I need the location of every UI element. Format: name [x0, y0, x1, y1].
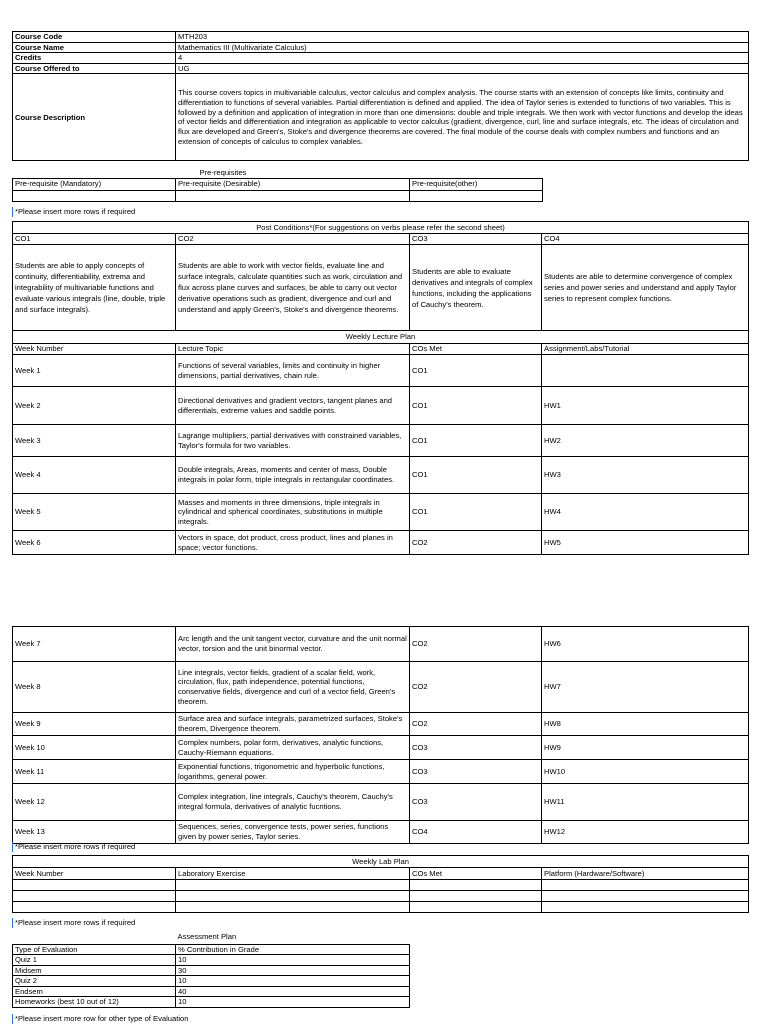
co-cell: CO2: [410, 531, 542, 555]
table-row: [13, 355, 749, 387]
topic-cell: Masses and moments in three dimensions, triple integrals in cylindrical and spherical coordinates, substitutions in multiple integrals.: [176, 494, 410, 531]
lab-header-platform: Platform (Hardware/Software): [542, 868, 749, 880]
lecture-header-week: Week Number: [13, 344, 176, 355]
assessment-header-type: Type of Evaluation: [13, 944, 176, 955]
table-row: [13, 387, 749, 425]
hw-cell: HW2: [542, 425, 749, 457]
table-row: [13, 736, 749, 760]
table-row: [13, 902, 749, 913]
lab-plan-title: Weekly Lab Plan: [13, 856, 749, 868]
table-row: [13, 821, 749, 844]
table-row: [13, 880, 749, 891]
co-cell: CO2: [410, 662, 542, 713]
table-row: [13, 760, 749, 784]
co4-text: Students are able to determine convergence of complex series and power series and understand and apply Taylor series to represent complex functions.: [542, 245, 749, 331]
table-row: [13, 986, 410, 997]
insert-note-1: *Please insert more rows if required: [12, 207, 135, 217]
table-row: [13, 425, 749, 457]
co2-text: Students are able to work with vector fields, evaluate line and surface integrals, calculate quantities such as work, circulation and flux across plane curves and surfaces, be able to carry out vector derivative operations such as gradient, divergence and curl and understand and apply Green's, Stoke's and divergence theorems.: [176, 245, 410, 331]
lecture-header-assignment: Assignment/Labs/Tutorial: [542, 344, 749, 355]
description-text: This course covers topics in multivariable calculus, vector calculus and complex analysis. The course starts with an extension of concepts like limits, continuity and differentiation to functions of several variables. Partial differentiation is defined and applied. The idea of Taylor series is extended to functions of two variables. This is followed by a definition and application of integration in more than one dimensions: double and triple integrals. We then work with vector functions and develop the ideas of vector fields and differentiation and integration as applicable to vector calculus (gradient, divergence, curl, line and surface integrals, etc. The ideas of circulation and flux are developed and Green's, Stoke's and divergence theorems are covered. The final module of the course deals with complex numbers and functions and an extension of concepts of calculus to complex variables.: [176, 74, 749, 161]
lecture-plan-continued: [12, 626, 749, 844]
week-cell: Week 2: [13, 387, 176, 425]
credits-label: Credits: [13, 53, 176, 64]
topic-cell: Complex numbers, polar form, derivatives, analytic functions, Cauchy-Riemann equations.: [176, 736, 410, 760]
assessment-title: Assessment Plan: [177, 932, 237, 942]
hw-cell: HW6: [542, 627, 749, 662]
table-row: [13, 997, 410, 1008]
insert-note-2: *Please insert more rows if required: [12, 842, 135, 852]
co-cell: CO1: [410, 494, 542, 531]
table-row: [13, 955, 410, 966]
topic-cell: Double integrals, Areas, moments and center of mass, Double integrals in polar form, triple integrals in rectangular coordinates.: [176, 457, 410, 494]
hw-cell: HW3: [542, 457, 749, 494]
co-cell: CO2: [410, 713, 542, 736]
co-cell: CO4: [410, 821, 542, 844]
topic-cell: Vectors in space, dot product, cross product, lines and planes in space; vector functions.: [176, 531, 410, 555]
co1-text: Students are able to apply concepts of continuity, differentiability, extrema and integrability of multivariable functions and evaluate various integrals (line, double, triple and surface integrals).: [13, 245, 176, 331]
co1-header: CO1: [13, 234, 176, 245]
week-cell: Week 10: [13, 736, 176, 760]
co-cell: CO3: [410, 760, 542, 784]
table-row: [13, 494, 749, 531]
week-cell: Week 8: [13, 662, 176, 713]
prereq-desirable: Pre-requisite (Desirable): [176, 178, 410, 190]
offered-label: Course Offered to: [13, 63, 176, 74]
eval-type: Midsem: [13, 965, 176, 976]
eval-pct: 10: [176, 955, 410, 966]
eval-type: Quiz 2: [13, 976, 176, 987]
hw-cell: HW7: [542, 662, 749, 713]
post-conditions-title: Post Conditions*(For suggestions on verbs please refer the second sheet): [13, 222, 749, 234]
week-cell: Week 1: [13, 355, 176, 387]
hw-cell: HW4: [542, 494, 749, 531]
table-row: [13, 662, 749, 713]
eval-pct: 30: [176, 965, 410, 976]
table-row: [13, 976, 410, 987]
week-cell: Week 7: [13, 627, 176, 662]
hw-cell: HW1: [542, 387, 749, 425]
co2-header: CO2: [176, 234, 410, 245]
lab-header-exercise: Laboratory Exercise: [176, 868, 410, 880]
lab-plan-table: [12, 855, 749, 913]
prereq-table: [12, 168, 543, 202]
week-cell: Week 3: [13, 425, 176, 457]
hw-cell: HW5: [542, 531, 749, 555]
table-row: [13, 891, 749, 902]
topic-cell: Arc length and the unit tangent vector, curvature and the unit normal vector, torsion and the unit binormal vector.: [176, 627, 410, 662]
hw-cell: HW11: [542, 784, 749, 821]
topic-cell: Directional derivatives and gradient vectors, tangent planes and differentials, extreme values and saddle points.: [176, 387, 410, 425]
prereq-mandatory: Pre-requisite (Mandatory): [13, 178, 176, 190]
co-cell: CO1: [410, 387, 542, 425]
prereq-other: Pre-requisite(other): [410, 178, 543, 190]
lecture-header-cos: COs Met: [410, 344, 542, 355]
course-name-label: Course Name: [13, 42, 176, 53]
lab-header-week: Week Number: [13, 868, 176, 880]
co-cell: CO1: [410, 457, 542, 494]
topic-cell: Sequences, series, convergence tests, power series, functions given by power series, Taylor series.: [176, 821, 410, 844]
week-cell: Week 4: [13, 457, 176, 494]
assessment-table: [12, 931, 410, 1008]
description-label: Course Description: [13, 74, 176, 161]
table-row: [13, 965, 410, 976]
course-name-value: Mathematics III (Multivariate Calculus): [176, 42, 749, 53]
eval-type: Endsem: [13, 986, 176, 997]
eval-type: Quiz 1: [13, 955, 176, 966]
eval-type: Homeworks (best 10 out of 12): [13, 997, 176, 1008]
course-code-value: MTH203: [176, 32, 749, 43]
eval-pct: 10: [176, 976, 410, 987]
topic-cell: Lagrange multipliers, partial derivatives with constrained variables, Taylor's formula for two variables.: [176, 425, 410, 457]
prereq-title: Pre-requisites: [199, 168, 247, 177]
lecture-plan-title: Weekly Lecture Plan: [13, 331, 749, 344]
assessment-note: *Please insert more row for other type of Evaluation: [12, 1014, 188, 1024]
table-row: [13, 713, 749, 736]
table-row: [13, 627, 749, 662]
hw-cell: HW9: [542, 736, 749, 760]
co-cell: CO3: [410, 784, 542, 821]
table-row: [13, 531, 749, 555]
eval-pct: 10: [176, 997, 410, 1008]
topic-cell: Surface area and surface integrals, parametrized surfaces, Stoke's theorem, Divergence theorem.: [176, 713, 410, 736]
hw-cell: HW12: [542, 821, 749, 844]
co-cell: CO3: [410, 736, 542, 760]
topic-cell: Functions of several variables, limits and continuity in higher dimensions, partial derivatives, chain rule.: [176, 355, 410, 387]
week-cell: Week 9: [13, 713, 176, 736]
week-cell: Week 12: [13, 784, 176, 821]
co-cell: CO1: [410, 355, 542, 387]
hw-cell: [542, 355, 749, 387]
week-cell: Week 5: [13, 494, 176, 531]
topic-cell: Complex integration, line integrals, Cauchy's theorem, Cauchy's integral formula, derivatives of analytic fucntions.: [176, 784, 410, 821]
eval-pct: 40: [176, 986, 410, 997]
co-cell: CO2: [410, 627, 542, 662]
topic-cell: Line integrals, vector fields, gradient of a scalar field, work, circulation, flux, path independence, potential functions, conservative fields, divergence and curl of a vector field, Green's theorem.: [176, 662, 410, 713]
course-table: [12, 31, 749, 161]
post-conditions-table: [12, 221, 749, 555]
table-row: [13, 457, 749, 494]
week-cell: Week 11: [13, 760, 176, 784]
week-cell: Week 6: [13, 531, 176, 555]
week-cell: Week 13: [13, 821, 176, 844]
table-row: [13, 784, 749, 821]
lecture-header-topic: Lecture Topic: [176, 344, 410, 355]
co-cell: CO1: [410, 425, 542, 457]
hw-cell: HW10: [542, 760, 749, 784]
course-code-label: Course Code: [13, 32, 176, 43]
hw-cell: HW8: [542, 713, 749, 736]
credits-value: 4: [176, 53, 749, 64]
offered-value: UG: [176, 63, 749, 74]
topic-cell: Exponential functions, trigonometric and hyperbolic functions, logarithms, general power.: [176, 760, 410, 784]
lab-header-cos: COs Met: [410, 868, 542, 880]
assessment-header-pct: % Contribution in Grade: [176, 944, 410, 955]
insert-note-3: *Please insert more rows if required: [12, 918, 135, 928]
co3-text: Students are able to evaluate derivatives and integrals of complex functions, including the applications of Cauchy's theorem.: [410, 245, 542, 331]
co3-header: CO3: [410, 234, 542, 245]
co4-header: CO4: [542, 234, 749, 245]
